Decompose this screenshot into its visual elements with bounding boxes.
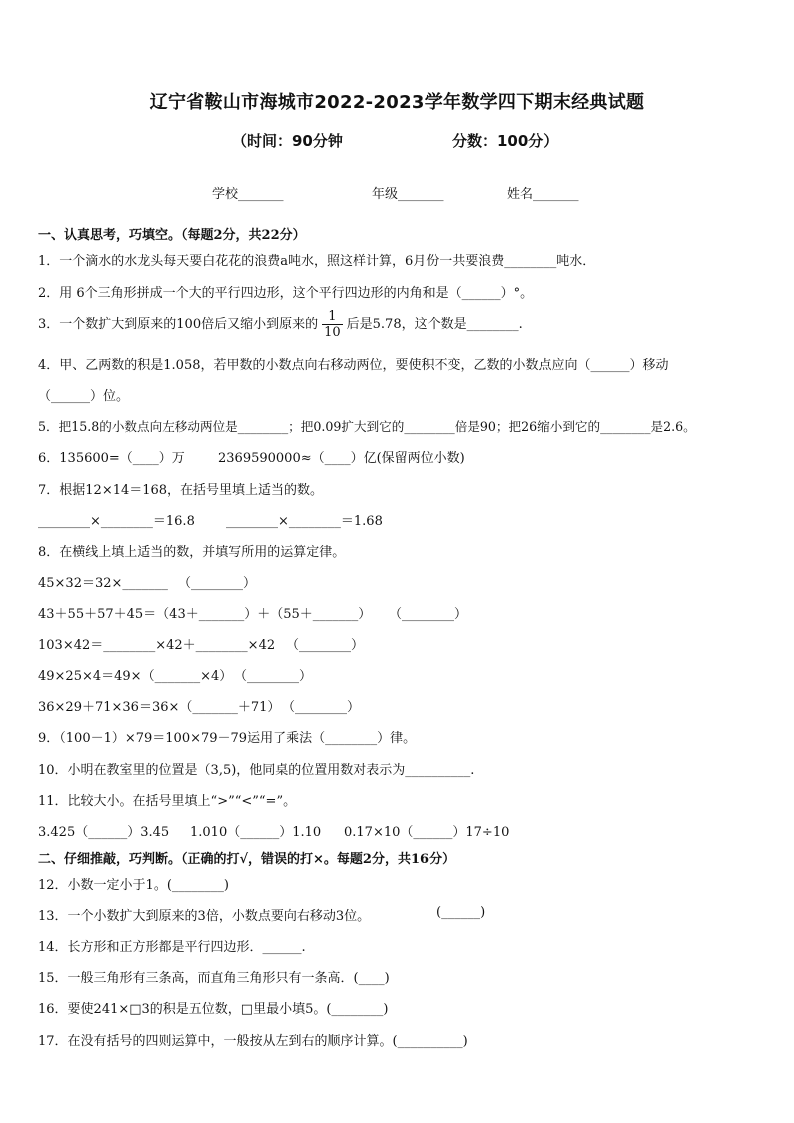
question-8-3-law: （________） — [286, 638, 365, 653]
page-title: 辽宁省鞍山市海城市2022-2023学年数学四下期末经典试题 — [149, 92, 645, 113]
question-2: 2．用 6个三角形拼成一个大的平行四边形，这个平行四边形的内角和是（______）°。 — [38, 286, 534, 301]
question-10: 10．小明在教室里的位置是（3,5)，他同桌的位置用数对表示为__________. — [38, 763, 475, 778]
question-7: 7．根据12×14＝168，在括号里填上适当的数。 — [38, 483, 324, 498]
question-6b: 2369590000≈（____）亿(保留两位小数) — [218, 451, 465, 466]
question-7b: ________×________＝1.68 — [226, 514, 383, 529]
question-3-pre: 3．一个数扩大到原来的100倍后又缩小到原来的 — [38, 317, 319, 332]
fraction-denominator: 10 — [324, 325, 341, 340]
exam-score: 分数：100分） — [452, 132, 559, 150]
question-8-5: 36×29＋71×36＝36×（_______＋71） — [38, 700, 281, 715]
question-11c: 0.17×10（______）17÷10 — [344, 825, 510, 840]
question-4-line-2: （______）位。 — [38, 389, 130, 404]
name-field: 姓名_______ — [507, 187, 579, 202]
question-8-3: 103×42＝________×42＋________×42 — [38, 638, 276, 653]
section-1-heading: 一、认真思考，巧填空。（每题2分，共22分） — [38, 228, 306, 243]
question-9: 9．（100－1）×79＝100×79－79运用了乘法（________）律。 — [38, 731, 417, 746]
question-5: 5．把15.8的小数点向左移动两位是________；把0.09扩大到它的________倍是90；把26缩小到它的________是2.6。 — [38, 419, 696, 434]
fraction-numerator: 1 — [322, 309, 343, 325]
question-8: 8．在横线上填上适当的数，并填写所用的运算定律。 — [38, 545, 346, 560]
question-7a: ________×________＝16.8 — [38, 514, 195, 529]
fraction-one-tenth — [322, 309, 343, 340]
question-6a: 6．135600=（____）万 — [38, 451, 185, 466]
question-11a: 3.425（______）3.45 — [38, 825, 170, 840]
grade-field: 年级_______ — [372, 187, 444, 202]
question-1: 1．一个滴水的水龙头每天要白花花的浪费a吨水，照这样计算，6月份一共要浪费________吨水． — [38, 254, 596, 269]
question-8-2: 43＋55＋57＋45＝（43＋_______）＋（55＋_______） — [38, 607, 372, 622]
question-3-post: 后是5.78，这个数是________. — [346, 317, 523, 332]
question-12: 12．小数一定小于1。(________) — [38, 878, 229, 893]
question-8-1: 45×32＝32×_______ — [38, 576, 168, 591]
question-8-1-law: （________） — [178, 576, 257, 591]
question-4-line-1: 4．甲、乙两数的积是1.058，若甲数的小数点向右移动两位，要使积不变，乙数的小数点应向（______）移动 — [38, 358, 669, 373]
question-13-answer: (______) — [436, 905, 486, 920]
question-13: 13．一个小数扩大到原来的3倍，小数点要向右移动3位。 — [38, 909, 371, 924]
question-8-2-law: （________） — [389, 607, 468, 622]
question-3 — [38, 308, 523, 342]
question-15: 15．一般三角形有三条高，而直角三角形只有一条高．(____) — [38, 971, 390, 986]
question-17: 17．在没有括号的四则运算中，一般按从左到右的顺序计算。(__________) — [38, 1034, 468, 1049]
question-11b: 1.010（______）1.10 — [190, 825, 322, 840]
question-8-4: 49×25×4＝49×（_______×4） — [38, 669, 233, 684]
school-field: 学校_______ — [212, 187, 284, 202]
exam-time: （时间：90分钟 — [232, 132, 343, 150]
section-2-heading: 二、仔细推敲，巧判断。（正确的打√，错误的打×。每题2分，共16分） — [38, 852, 456, 867]
question-16: 16．要使241×□3的积是五位数，□里最小填5。(________) — [38, 1002, 389, 1017]
question-8-4-law: （________） — [234, 669, 313, 684]
question-8-5-law: （________） — [282, 700, 361, 715]
question-14: 14．长方形和正方形都是平行四边形．______. — [38, 940, 306, 955]
question-11: 11．比较大小。在括号里填上“>”“<”“=”。 — [38, 794, 297, 809]
